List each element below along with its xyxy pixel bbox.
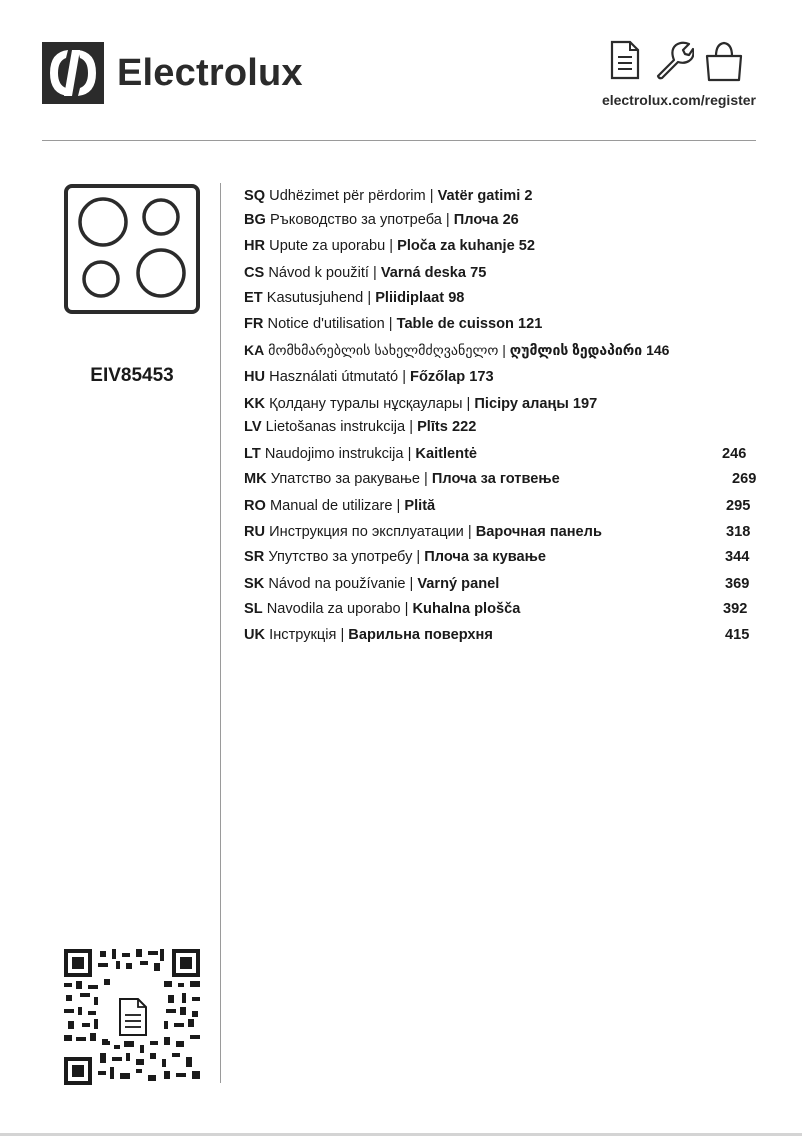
- register-link[interactable]: electrolux.com/register: [601, 92, 756, 108]
- toc-entry[interactable]: [244, 263, 486, 283]
- electrolux-logo-icon: [42, 42, 104, 104]
- toc-title: Návod na používanie: [268, 576, 406, 592]
- toc-language-code: KA: [244, 342, 265, 358]
- toc-separator: |: [363, 290, 376, 306]
- toc-separator: |: [405, 419, 418, 435]
- toc-page[interactable]: 344: [725, 549, 750, 565]
- toc-separator: |: [368, 265, 381, 281]
- toc-separator: |: [400, 601, 413, 617]
- toc-entry[interactable]: [244, 625, 493, 645]
- toc-page[interactable]: 392: [723, 601, 748, 617]
- toc-language-code: SR: [244, 549, 265, 565]
- toc-page: 222: [451, 419, 477, 435]
- toc-page: 98: [448, 290, 465, 306]
- toc-separator: |: [405, 576, 418, 592]
- toc-entry[interactable]: [244, 417, 476, 437]
- toc-page: 26: [502, 212, 519, 228]
- toc-page: 197: [572, 396, 598, 412]
- brand-logo: [42, 42, 303, 104]
- toc-section: Варильна поверхня: [348, 627, 493, 643]
- toc-section: Kaitlentė: [415, 446, 478, 462]
- toc-section: Плоча за готвење: [431, 471, 560, 487]
- toc-language-code: SK: [244, 576, 265, 592]
- toc-page: 2: [524, 188, 533, 204]
- toc-entry[interactable]: [244, 522, 602, 542]
- toc-section: Kuhalna plošča: [412, 601, 521, 617]
- toc-entry[interactable]: [244, 394, 597, 414]
- qr-code-icon[interactable]: [64, 949, 200, 1085]
- toc-separator: |: [412, 549, 425, 565]
- toc-separator: |: [425, 188, 438, 204]
- toc-title: Ръководство за употреба: [269, 212, 442, 228]
- toc-section: Plită: [404, 498, 436, 514]
- shopping-bag-icon: [704, 40, 744, 82]
- toc-page: 146: [646, 342, 670, 358]
- toc-section: Főzőlap: [410, 369, 466, 385]
- toc-section: Varný panel: [417, 576, 500, 592]
- toc-separator: |: [392, 498, 405, 514]
- toc-page: 75: [470, 265, 487, 281]
- toc-language-code: MK: [244, 471, 267, 487]
- toc-title: Kasutusjuhend: [266, 290, 364, 306]
- toc-title: Инструкция по эксплуатации: [269, 524, 464, 540]
- toc-separator: |: [498, 342, 510, 358]
- toc-title: Upute za uporabu: [269, 238, 386, 254]
- toc-section: Плоча: [453, 212, 499, 228]
- header-icons: [606, 40, 756, 84]
- toc-section: Плоча за кување: [424, 549, 546, 565]
- toc-language-code: CS: [244, 265, 265, 281]
- toc-title: Упатство за ракување: [270, 471, 420, 487]
- toc-title: Használati útmutató: [269, 369, 399, 385]
- toc-section: Plīts: [417, 419, 448, 435]
- toc-language-code: LV: [244, 419, 262, 435]
- wrench-icon: [654, 40, 694, 80]
- model-number: EIV85453: [90, 365, 174, 386]
- toc-language-code: KK: [244, 396, 266, 412]
- toc-language-code: BG: [244, 212, 266, 228]
- toc-entry[interactable]: [244, 496, 435, 516]
- toc-section: Varná deska: [380, 265, 467, 281]
- toc-section: Pliidiplaat: [375, 290, 445, 306]
- hob-four-zones-icon: [64, 184, 200, 314]
- toc-title: Navodila za uporabo: [266, 601, 401, 617]
- toc-section: Ploča za kuhanje: [397, 238, 515, 254]
- toc-entry[interactable]: [244, 547, 546, 567]
- toc-separator: |: [463, 524, 476, 540]
- brand-name: Electrolux: [117, 52, 303, 94]
- toc-language-code: HU: [244, 369, 266, 385]
- toc-title: Notice d'utilisation: [267, 316, 385, 332]
- toc-page[interactable]: 246: [722, 446, 747, 462]
- toc-language-code: ET: [244, 290, 263, 306]
- toc-page: 52: [518, 238, 535, 254]
- toc-language-code: FR: [244, 316, 264, 332]
- toc-entry[interactable]: [244, 186, 533, 206]
- toc-entry[interactable]: [244, 469, 560, 489]
- toc-separator: |: [441, 212, 454, 228]
- toc-title: მომხმარებლის სახელმძღვანელო: [268, 342, 499, 358]
- toc-entry[interactable]: [244, 444, 477, 464]
- toc-language-code: SL: [244, 601, 263, 617]
- toc-separator: |: [336, 627, 349, 643]
- toc-entry[interactable]: [244, 574, 499, 594]
- toc-language-code: HR: [244, 238, 266, 254]
- header-divider: [42, 140, 756, 141]
- column-divider: [220, 183, 221, 1083]
- toc-title: Udhëzimet për përdorim: [269, 188, 426, 204]
- toc-language-code: SQ: [244, 188, 266, 204]
- toc-separator: |: [385, 238, 398, 254]
- toc-entry[interactable]: [244, 340, 669, 360]
- toc-entry[interactable]: [244, 314, 542, 334]
- toc-section: ღუმლის ზედაპირი: [509, 342, 643, 358]
- toc-entry[interactable]: [244, 599, 520, 619]
- toc-title: Návod k použití: [268, 265, 369, 281]
- toc-title: Manual de utilizare: [269, 498, 393, 514]
- toc-language-code: RO: [244, 498, 266, 514]
- toc-language-code: RU: [244, 524, 266, 540]
- toc-entry[interactable]: [244, 288, 464, 308]
- toc-title: Інструкція: [269, 627, 337, 643]
- toc-section: Vatër gatimi: [437, 188, 521, 204]
- toc-section: Table de cuisson: [396, 316, 514, 332]
- toc-title: Lietošanas instrukcija: [265, 419, 406, 435]
- toc-page: 173: [469, 369, 494, 385]
- toc-page: 121: [518, 316, 543, 332]
- toc-section: Пісіру алаңы: [474, 396, 569, 412]
- toc-page[interactable]: 369: [725, 576, 750, 592]
- toc-section: Варочная панель: [475, 524, 602, 540]
- toc-title: Naudojimo instrukcija: [264, 446, 404, 462]
- toc-separator: |: [419, 471, 432, 487]
- toc-page[interactable]: 295: [726, 498, 751, 514]
- toc-separator: |: [462, 396, 475, 412]
- toc-page[interactable]: 318: [726, 524, 751, 540]
- toc-title: Қолдану туралы нұсқаулары: [269, 396, 463, 412]
- toc-language-code: UK: [244, 627, 266, 643]
- toc-page[interactable]: 269: [732, 471, 757, 487]
- toc-entry[interactable]: [244, 210, 519, 230]
- toc-separator: |: [384, 316, 397, 332]
- toc-language-code: LT: [244, 446, 261, 462]
- toc-entry[interactable]: [244, 236, 535, 256]
- toc-separator: |: [398, 369, 411, 385]
- toc-separator: |: [403, 446, 416, 462]
- toc-entry[interactable]: [244, 367, 494, 387]
- document-icon: [120, 999, 146, 1035]
- toc-page[interactable]: 415: [725, 627, 750, 643]
- toc-title: Упутство за употребу: [268, 549, 413, 565]
- document-icon: [610, 40, 640, 80]
